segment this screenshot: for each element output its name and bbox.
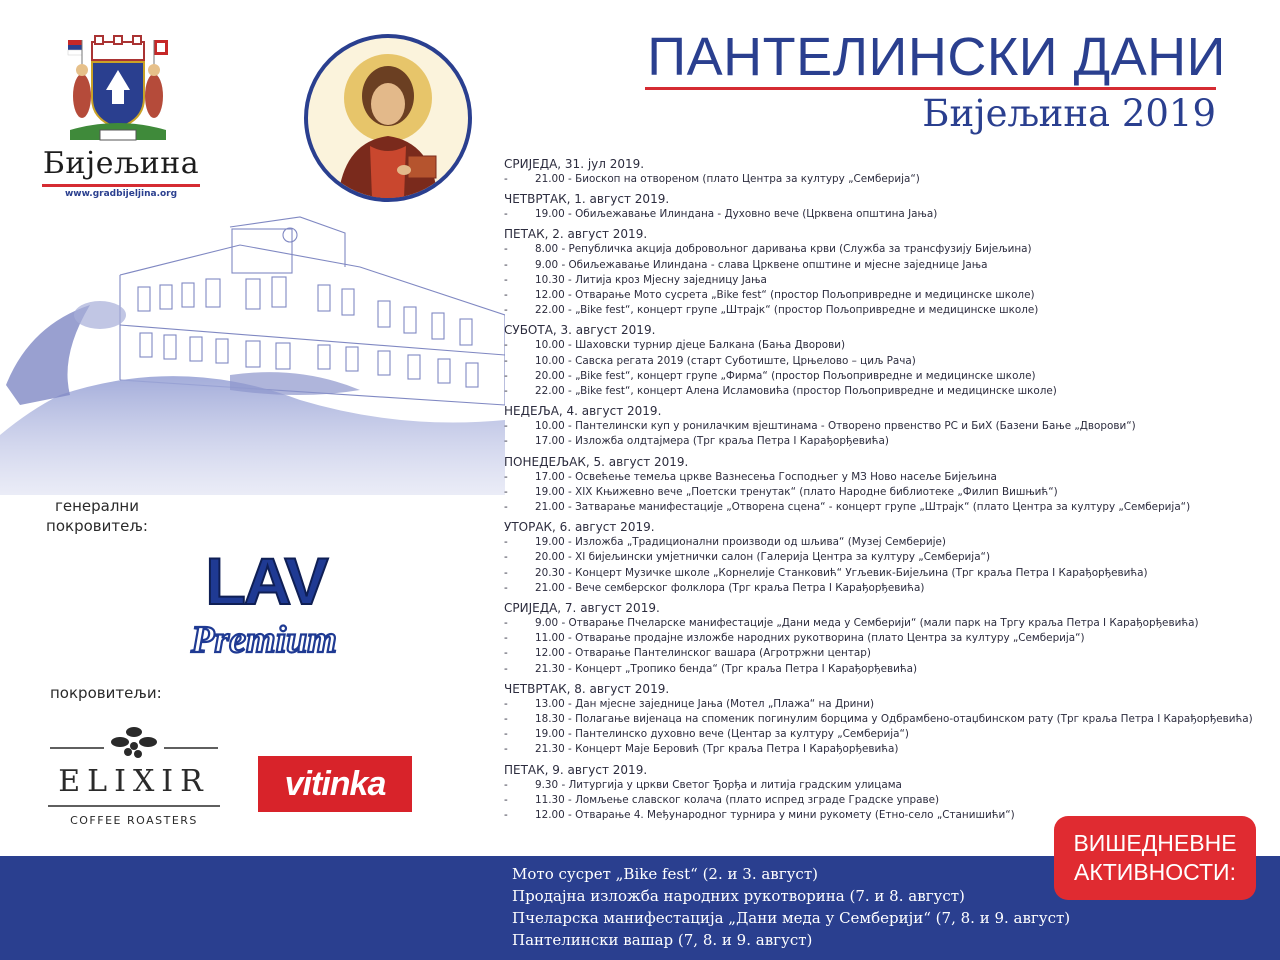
list-dash-icon: - — [504, 420, 508, 433]
general-sponsor-label — [42, 496, 152, 536]
elixir-divider — [48, 804, 220, 808]
schedule-day-date: ЧЕТВРТАК, 1. август 2019. — [504, 192, 670, 207]
schedule-event-text: 10.00 - Савска регата 2019 (старт Суботиште, Црњелово – циљ Рача) — [535, 354, 916, 367]
list-dash-icon: - — [504, 354, 508, 367]
schedule-event-text: 19.00 - Обиљежавање Илиндана - Духовно вече (Црквена општина Јања) — [535, 208, 938, 221]
general-sponsor-label-line2: покровитељ: — [46, 517, 148, 535]
multi-day-item: Пантелински вашар (7, 8. и 9. август) — [512, 931, 813, 949]
schedule-event — [504, 581, 1274, 596]
list-dash-icon: - — [504, 743, 508, 756]
schedule-event-text: 9.30 - Литургија у цркви Светог Ђорђа и литија градским улицама — [535, 778, 902, 791]
schedule-event-text: 9.00 - Отварање Пчеларске манифестације „Дани меда у Семберији“ (мали парк на Тргу краља Петра I Карађорђевића) — [535, 617, 1199, 630]
schedule-event — [504, 566, 1274, 581]
schedule-event — [504, 419, 1274, 434]
schedule-event-text: 21.30 - Концерт „Тропико бенда“ (Трг краља Петра I Карађорђевића) — [535, 662, 918, 675]
list-dash-icon: - — [504, 435, 508, 448]
list-dash-icon: - — [504, 662, 508, 675]
list-dash-icon: - — [504, 617, 508, 630]
lav-premium-text: Premium — [191, 619, 337, 661]
schedule-day — [504, 454, 1274, 516]
schedule-event-text: 10.00 - Пантелински куп у ронилачким вјештинама - Отворено првенство РС и БиХ (Базени Бање „Дворови“) — [535, 420, 1136, 433]
general-sponsor-label-line1: генерални — [54, 497, 139, 515]
schedule-event — [504, 697, 1274, 712]
city-name: Бијељина — [42, 146, 200, 181]
saint-icon-image — [304, 34, 472, 202]
multi-day-item: Продајна изложба народних рукотворина (7. и 8. август) — [512, 887, 965, 905]
schedule-event — [504, 354, 1274, 369]
city-name-underline — [42, 184, 200, 187]
list-dash-icon: - — [504, 273, 508, 286]
schedule-day-date: ПЕТАК, 2. август 2019. — [504, 227, 648, 242]
schedule-day — [504, 403, 1274, 449]
schedule-event — [504, 434, 1274, 449]
schedule-day — [504, 600, 1274, 677]
schedule-event-text: 11.00 - Отварање продајне изложбе народних рукотворина (плато Центра за културу „Семберија“) — [535, 632, 1085, 645]
list-dash-icon: - — [504, 485, 508, 498]
multi-day-item: Пчеларска манифестација „Дани меда у Семберији“ (7, 8. и 9. август) — [512, 909, 1071, 927]
schedule-event-text: 8.00 - Републичка акција добровољног даривања крви (Служба за трансфузију Бијељина) — [535, 243, 1032, 256]
list-dash-icon: - — [504, 289, 508, 302]
lav-premium-logo — [168, 540, 368, 670]
schedule-event — [504, 470, 1274, 485]
list-dash-icon: - — [504, 809, 508, 822]
schedule-event-text: 12.00 - Отварање 4. Међународног турнира у мини рукомету (Етно-село „Станишићи“) — [535, 809, 1015, 822]
schedule-event — [504, 207, 1274, 222]
multi-day-badge — [1054, 816, 1256, 900]
schedule-day-date: СУБОТА, 3. август 2019. — [504, 323, 656, 338]
coffee-plant-icon — [48, 722, 220, 764]
list-dash-icon: - — [504, 581, 508, 594]
schedule-day — [504, 681, 1274, 758]
schedule-event-text: 12.00 - Отварање Пантелинског вашара (Агротржни центар) — [535, 647, 871, 660]
schedule-day — [504, 226, 1274, 318]
schedule-event — [504, 793, 1274, 808]
schedule-day-date: УТОРАК, 6. август 2019. — [504, 520, 655, 535]
event-schedule — [504, 156, 1274, 827]
city-hall-illustration — [0, 205, 505, 495]
saint-icon-illustration — [308, 38, 468, 198]
schedule-event — [504, 369, 1274, 384]
city-coat-of-arms — [62, 30, 174, 150]
schedule-event-text: 18.30 - Полагање вијенаца на споменик погинулим борцима у Одбрамбено-отаџбинском рату (Трг краља Петра I Карађорђевића) — [535, 713, 1253, 726]
schedule-day — [504, 322, 1274, 399]
schedule-day-date: ЧЕТВРТАК, 8. август 2019. — [504, 681, 670, 696]
elixir-logo — [48, 722, 220, 832]
page-subtitle: Бијељина 2019 — [922, 92, 1216, 135]
schedule-event — [504, 662, 1274, 677]
list-dash-icon: - — [504, 728, 508, 741]
sponsors-label: покровитељи: — [50, 684, 162, 702]
schedule-event-text: 20.00 - „Bike fest“, концерт групе „Фирма“ (простор Пољопривредне и медицинске школе) — [535, 369, 1036, 382]
schedule-event — [504, 485, 1274, 500]
schedule-day — [504, 762, 1274, 824]
badge-line1: ВИШЕДНЕВНЕ — [1073, 830, 1237, 856]
schedule-event — [504, 712, 1274, 727]
schedule-event — [504, 631, 1274, 646]
schedule-event-text: 17.00 - Освећење темеља цркве Вазнесења Господњег у МЗ Ново насеље Бијељина — [535, 470, 997, 483]
schedule-event — [504, 273, 1274, 288]
schedule-event — [504, 616, 1274, 631]
title-underline — [645, 87, 1216, 90]
schedule-event — [504, 258, 1274, 273]
schedule-day — [504, 191, 1274, 222]
lav-logo-text: LAV — [205, 544, 327, 618]
multi-day-item: Мото сусрет „Bike fest“ (2. и 3. август) — [512, 865, 818, 883]
list-dash-icon: - — [504, 713, 508, 726]
schedule-event — [504, 338, 1274, 353]
list-dash-icon: - — [504, 243, 508, 256]
list-dash-icon: - — [504, 339, 508, 352]
list-dash-icon: - — [504, 793, 508, 806]
list-dash-icon: - — [504, 258, 508, 271]
schedule-event — [504, 727, 1274, 742]
list-dash-icon: - — [504, 632, 508, 645]
list-dash-icon: - — [504, 536, 508, 549]
list-dash-icon: - — [504, 647, 508, 660]
schedule-day-date: СРИЈЕДА, 7. август 2019. — [504, 601, 660, 616]
schedule-event-text: 20.00 - XI бијељински умјетнички салон (Галерија Центра за културу „Семберија“) — [535, 551, 990, 564]
schedule-event-text: 21.00 - Биоскоп на отвореном (плато Центра за културу „Семберија“) — [535, 173, 920, 185]
list-dash-icon: - — [504, 304, 508, 317]
schedule-event-text: 13.00 - Дан мјесне заједнице Јања (Мотел „Плажа“ на Дрини) — [535, 697, 875, 710]
schedule-event — [504, 172, 1274, 187]
elixir-subtitle: COFFEE ROASTERS — [70, 814, 198, 827]
schedule-day-date: ПЕТАК, 9. август 2019. — [504, 762, 648, 777]
elixir-name: ELIXIR — [58, 764, 210, 799]
schedule-event-text: 10.00 - Шаховски турнир дјеце Балкана (Бања Дворови) — [535, 339, 846, 352]
schedule-event — [504, 288, 1274, 303]
schedule-event — [504, 742, 1274, 757]
page-title: ПАНТЕЛИНСКИ ДАНИ — [647, 27, 1226, 87]
schedule-event — [504, 303, 1274, 318]
list-dash-icon: - — [504, 173, 508, 185]
list-dash-icon: - — [504, 385, 508, 398]
schedule-event-text: 17.00 - Изложба олдтајмера (Трг краља Петра I Карађорђевића) — [535, 435, 889, 448]
schedule-event-text: 22.00 - „Bike fest“, концерт Алена Исламовића (простор Пољопривредне и медицинске школе) — [535, 385, 1057, 398]
list-dash-icon: - — [504, 369, 508, 382]
list-dash-icon: - — [504, 501, 508, 514]
schedule-event-text: 21.00 - Затварање манифестације „Отворена сцена“ - концерт групе „Штрајк“ (плато Центра за културу „Семберија“) — [535, 501, 1191, 514]
schedule-day-date: СРИЈЕДА, 31. јул 2019. — [504, 157, 645, 171]
schedule-event-text: 11.30 - Ломљење славског колача (плато испред зграде Градске управе) — [535, 793, 940, 806]
city-url: www.gradbijeljina.org — [64, 189, 178, 199]
schedule-event-text: 19.00 - XIX Књижевно вече „Поетски тренутак“ (плато Народне библиотеке „Филип Вишњић“) — [535, 485, 1058, 498]
schedule-event — [504, 646, 1274, 661]
schedule-event-text: 21.30 - Концерт Маје Беровић (Трг краља Петра I Карађорђевића) — [535, 743, 899, 756]
schedule-event-text: 12.00 - Отварање Мото сусрета „Bike fest“ (простор Пољопривредне и медицинске школе) — [535, 289, 1035, 302]
schedule-event-text: 20.30 - Концерт Музичке школе „Корнелије Станковић“ Угљевик-Бијељина (Трг краља Петра I Карађорђевића) — [535, 566, 1148, 579]
schedule-event — [504, 535, 1274, 550]
schedule-event — [504, 778, 1274, 793]
multi-day-list — [512, 863, 1070, 951]
list-dash-icon: - — [504, 208, 508, 221]
list-dash-icon: - — [504, 697, 508, 710]
list-dash-icon: - — [504, 470, 508, 483]
list-dash-icon: - — [504, 566, 508, 579]
schedule-event-text: 22.00 - „Bike fest“, концерт групе „Штрајк“ (простор Пољопривредне и медицинске школе) — [535, 304, 1039, 317]
schedule-event-text: 21.00 - Вече семберског фолклора (Трг краља Петра I Карађорђевића) — [535, 581, 925, 594]
schedule-day-date: НЕДЕЉА, 4. август 2019. — [504, 404, 662, 419]
schedule-day-date: ПОНЕДЕЉАК, 5. август 2019. — [504, 454, 689, 469]
schedule-event — [504, 384, 1274, 399]
schedule-event-text: 19.00 - Пантелинско духовно вече (Центар за културу „Семберија“) — [535, 728, 909, 741]
schedule-event — [504, 550, 1274, 565]
vitinka-logo: vitinka — [258, 756, 412, 812]
schedule-event — [504, 500, 1274, 515]
schedule-event — [504, 242, 1274, 257]
list-dash-icon: - — [504, 551, 508, 564]
schedule-event-text: 9.00 - Обиљежавање Илиндана - слава Црквене општине и мјесне заједнице Јања — [535, 258, 988, 271]
list-dash-icon: - — [504, 778, 508, 791]
badge-line2: АКТИВНОСТИ: — [1074, 859, 1236, 885]
schedule-day — [504, 519, 1274, 596]
schedule-day — [504, 156, 1274, 187]
schedule-event-text: 10.30 - Литија кроз Мјесну заједницу Јања — [535, 273, 767, 286]
schedule-event-text: 19.00 - Изложба „Традиционални производи од шљива“ (Музеј Семберије) — [535, 536, 946, 549]
